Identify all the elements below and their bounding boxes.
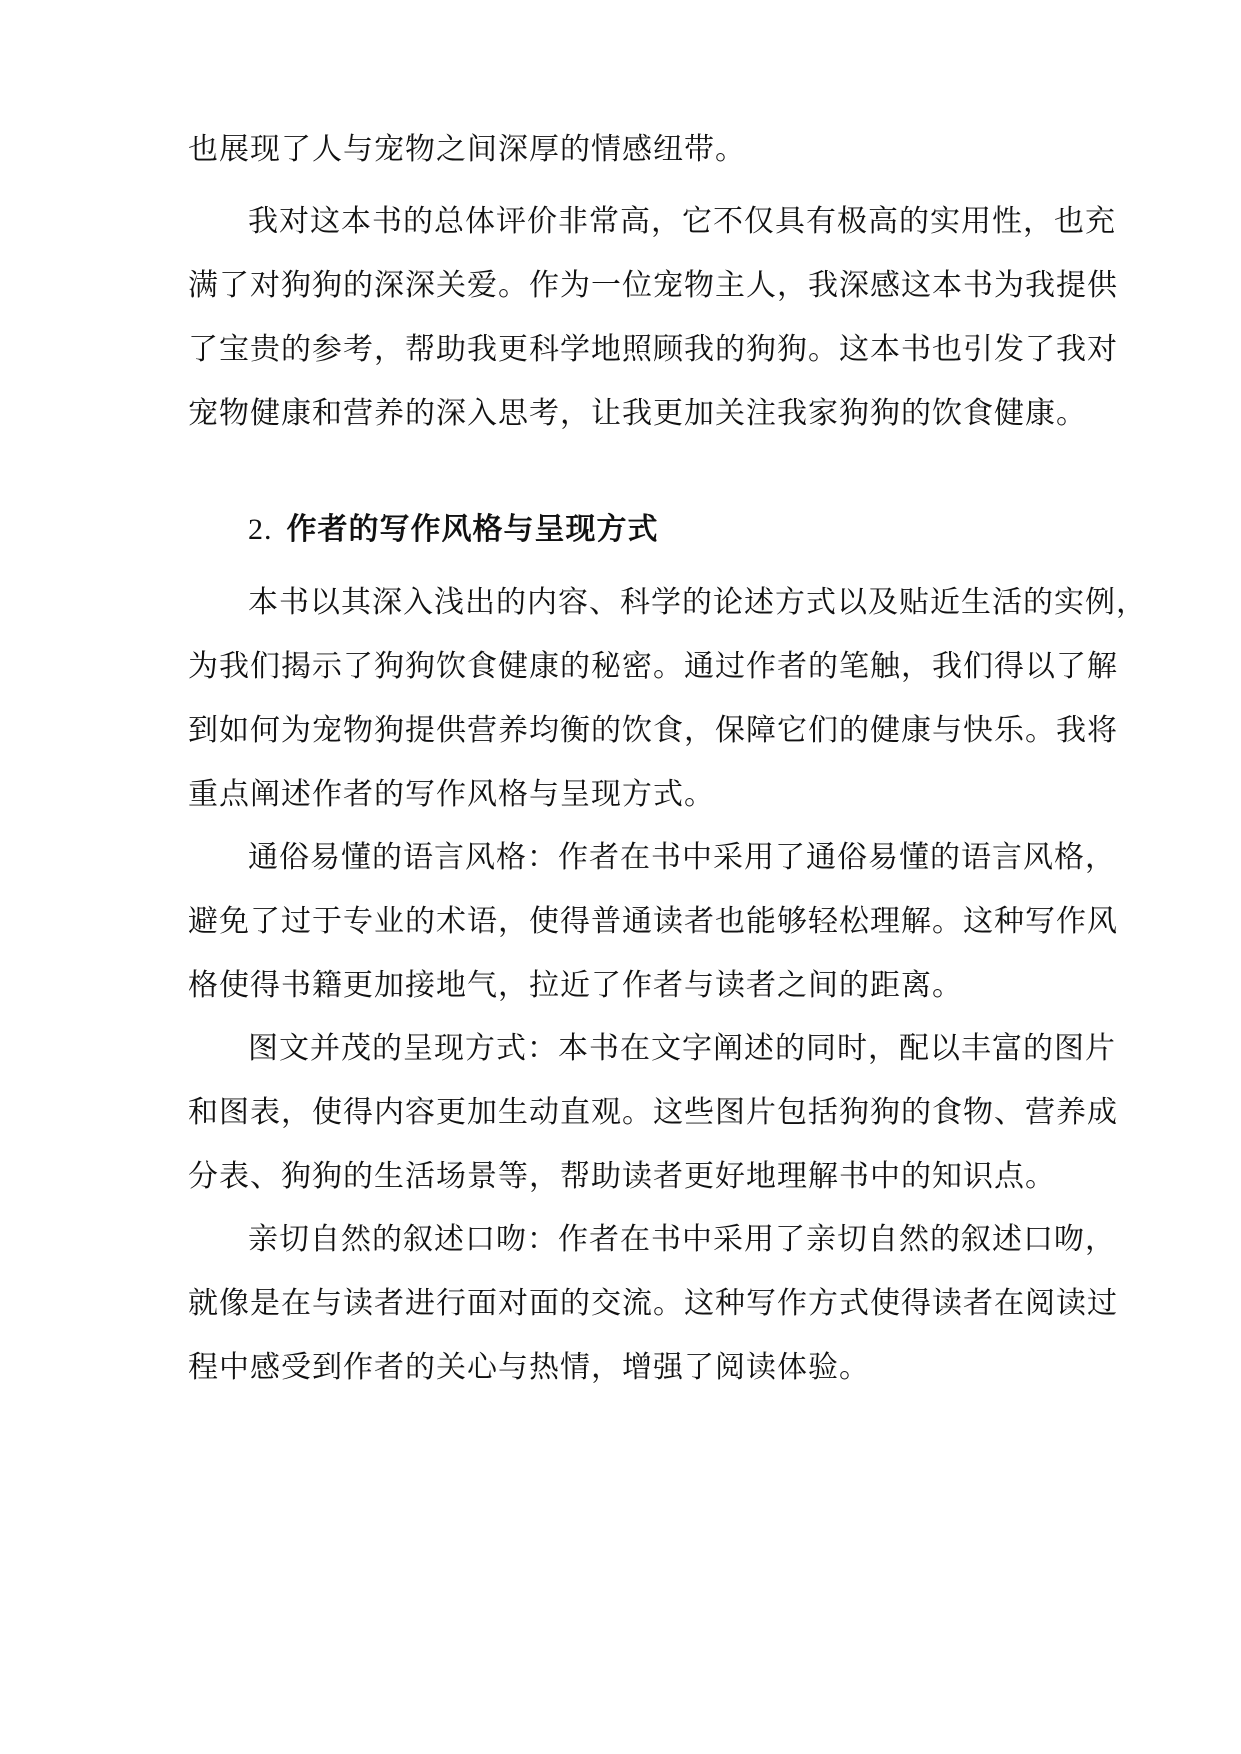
paragraph-evaluation (188, 190, 1118, 446)
text-line: 我对这本书的总体评价非常高，它不仅具有极高的实用性，也充 (248, 204, 1116, 239)
text-line: 程中感受到作者的关心与热情，增强了阅读体验。 (188, 1350, 870, 1385)
text-line: 也展现了人与宠物之间深厚的情感纽带。 (188, 132, 746, 167)
text-line: 满了对狗狗的深深关爱。作为一位宠物主人，我深感这本书为我提供 (188, 268, 1118, 303)
section-number: 2. (248, 513, 273, 546)
paragraph-narrative-tone (188, 1208, 1118, 1400)
paragraph-intro (188, 571, 1147, 827)
paragraph-presentation (188, 1017, 1118, 1209)
text-line: 重点阐述作者的写作风格与呈现方式。 (188, 777, 715, 812)
text-line: 到如何为宠物狗提供营养均衡的饮食，保障它们的健康与快乐。我将 (188, 713, 1118, 748)
paragraph-continuation (188, 118, 1068, 182)
section-heading (248, 498, 659, 562)
text-line: 通俗易懂的语言风格：作者在书中采用了通俗易懂的语言风格， (248, 840, 1116, 875)
text-line: 了宝贵的参考，帮助我更科学地照顾我的狗狗。这本书也引发了我对 (188, 332, 1118, 367)
text-line: 本书以其深入浅出的内容、科学的论述方式以及贴近生活的实例， (248, 585, 1147, 620)
text-line: 就像是在与读者进行面对面的交流。这种写作方式使得读者在阅读过 (188, 1286, 1118, 1321)
text-line: 图文并茂的呈现方式：本书在文字阐述的同时，配以丰富的图片 (248, 1031, 1116, 1066)
section-title: 作者的写作风格与呈现方式 (286, 512, 659, 547)
text-line: 宠物健康和营养的深入思考，让我更加关注我家狗狗的饮食健康。 (188, 396, 1087, 431)
text-line: 格使得书籍更加接地气，拉近了作者与读者之间的距离。 (188, 968, 963, 1003)
text-line: 亲切自然的叙述口吻：作者在书中采用了亲切自然的叙述口吻， (248, 1222, 1116, 1257)
paragraph-language-style (188, 826, 1118, 1018)
text-line: 为我们揭示了狗狗饮食健康的秘密。通过作者的笔触，我们得以了解 (188, 649, 1118, 684)
text-line: 分表、狗狗的生活场景等，帮助读者更好地理解书中的知识点。 (188, 1159, 1056, 1194)
text-line: 和图表，使得内容更加生动直观。这些图片包括狗狗的食物、营养成 (188, 1095, 1118, 1130)
text-line: 避免了过于专业的术语，使得普通读者也能够轻松理解。这种写作风 (188, 904, 1118, 939)
